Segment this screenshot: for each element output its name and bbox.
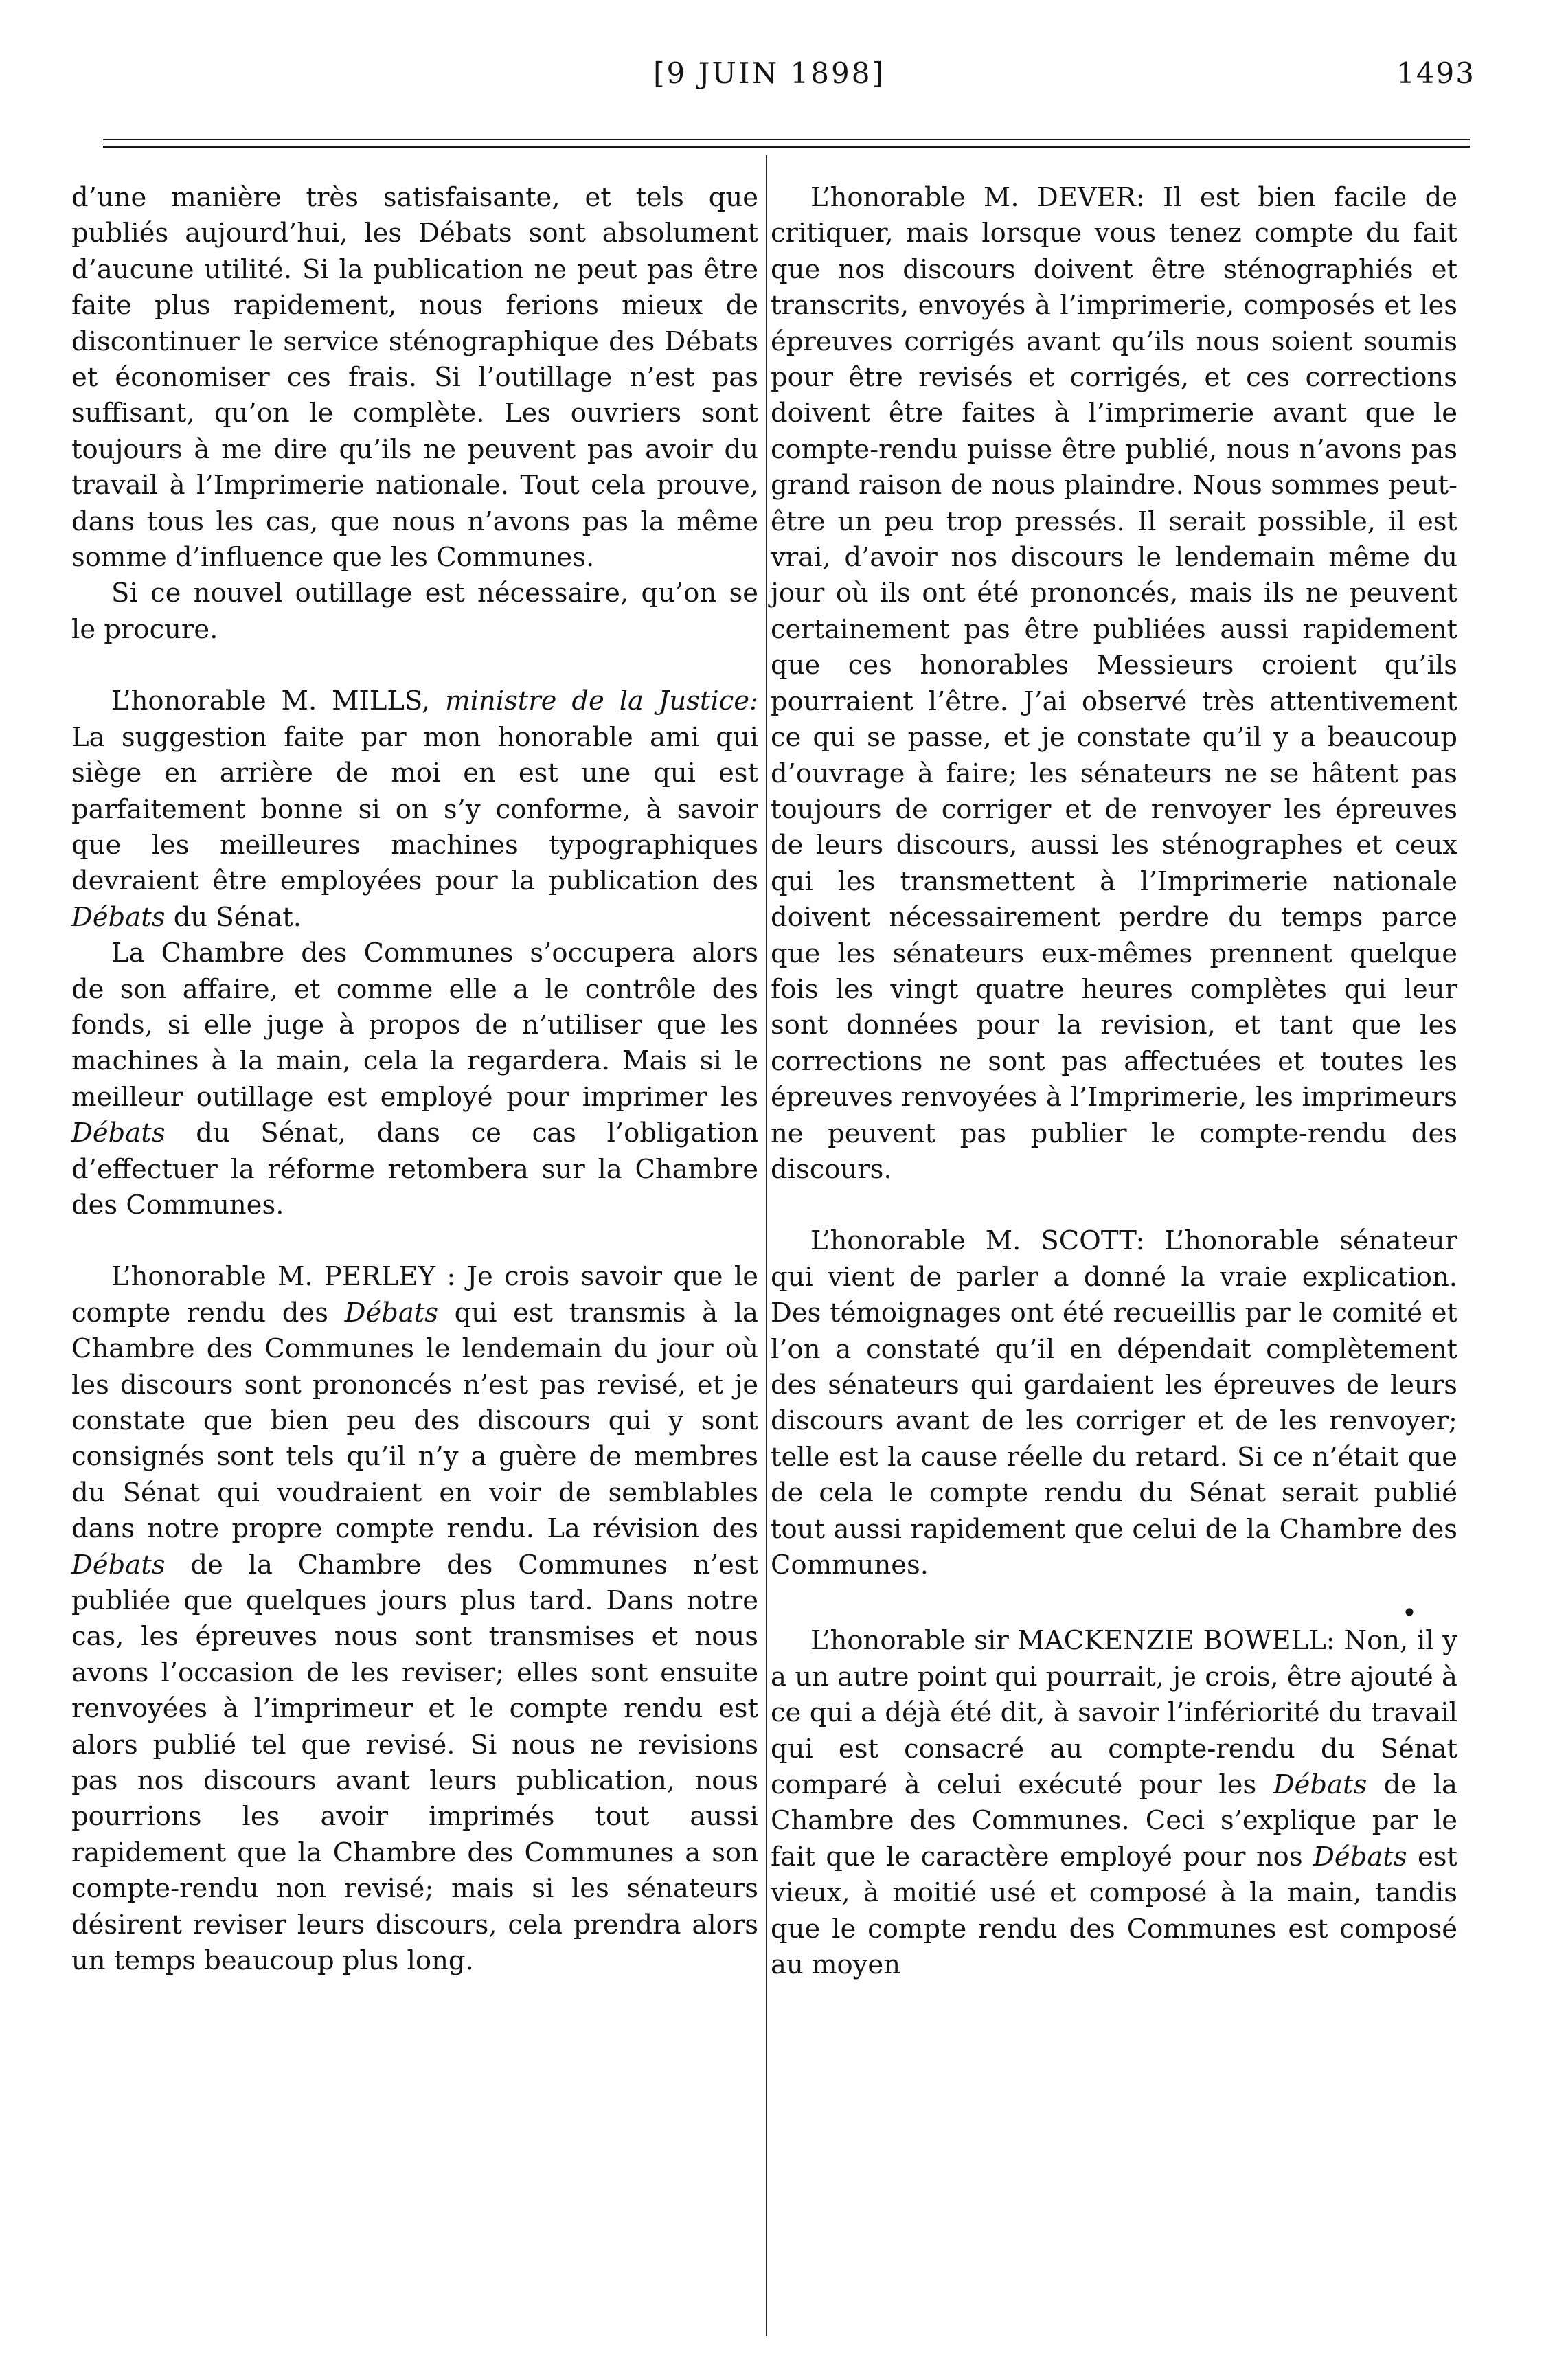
header-rule-top <box>103 139 1470 140</box>
speech-mills: L’honorable M. MILLS, ministre de la Justice: La suggestion faite par mon honorable ami qui siège en arrière de moi en est une qui est parfaitement bonne si on s’y conforme, à savoir que les meilleures machines typographiques devraient être employées pour la publication des Débats du Sénat. <box>71 685 758 933</box>
speaker-mills-title: ministre de la Justice: <box>445 685 758 717</box>
header-rule-bottom <box>103 146 1470 148</box>
speech-perley: L’honorable M. PERLEY : Je crois savoir que le compte rendu des Débats qui est transmis à la Chambre des Communes le lendemain du jour où les discours sont prononcés n’est pas revisé, et je constate que bien peu des discours qui y sont consignés sont tels qu’il n’y a guère de membres du Sénat qui voudraient en voir de semblables dans notre propre compte rendu. La révision des Débats de la Chambre des Communes n’est publiée que quelques jours plus tard. Dans notre cas, les épreuves nous sont transmises et nous avons l’occasion de les reviser; elles sont ensuite renvoyées à l’imprimeur et le compte rendu est alors publié tel que revisé. Si nous ne revisions pas nos discours avant leurs publication, nous pourrions les avoir imprimés tout aussi rapidement que la Chambre des Communes a son compte-rendu non revisé; mais si les sénateurs désirent reviser leurs discours, cela prendra alors un temps beaucoup plus long. <box>71 1261 758 1977</box>
paragraph-chambre: La Chambre des Communes s’occupera alors de son affaire, et comme elle a le contrôle des fonds, si elle juge à propos de n’utiliser que les machines à la main, cela la regardera. Mais si le meilleur outillage est employé pour imprimer les Débats du Sénat, dans ce cas l’obligation d’effectuer la réforme retombera sur la Chambre des Communes. <box>71 938 758 1221</box>
left-column <box>71 180 758 1980</box>
column-divider <box>766 155 767 2336</box>
header-date: [9 JUIN 1898] <box>653 56 885 90</box>
paragraph-procure: Si ce nouvel outillage est nécessaire, qu’on se le procure. <box>71 578 758 645</box>
paragraph-continuation: d’une manière très satisfaisante, et tels que publiés aujourd’hui, les Débats sont absolument d’aucune utilité. Si la publication ne peut pas être faite plus rapidement, nous ferions mieux de discontinuer le service sténographique des Débats et économiser ces frais. Si l’outillage n’est pas suffisant, qu’on le complète. Les ouvriers sont toujours à me dire qu’ils ne peuvent pas avoir du travail à l’Imprimerie nationale. Tout cela prouve, dans tous les cas, que nous n’avons pas la même somme d’influence que les Communes. <box>71 182 758 574</box>
speech-dever: L’honorable M. DEVER: Il est bien facile de critiquer, mais lorsque vous tenez compte du fait que nos discours doivent être sténographiés et transcrits, envoyés à l’imprimerie, composés et les épreuves corrigés avant qu’ils nous soient soumis pour être revisés et corrigés, et ces corrections doivent être faites à l’imprimerie avant que le compte-rendu puisse être publié, nous n’avons pas grand raison de nous plaindre. Nous sommes peut-être un peu trop pressés. Il serait possible, il est vrai, d’avoir nos discours le lendemain même du jour où ils ont été prononcés, mais ils ne peuvent certainement pas être publiées aussi rapidement que ces honorables Messieurs croient qu’ils pourraient l’être. J’ai observé très attentivement ce qui se passe, et je constate qu’il y a beaucoup d’ouvrage à faire; les sénateurs ne se hâtent pas toujours de corriger et de renvoyer les épreuves de leurs discours, aussi les sténographes et ceux qui les transmettent à l’Imprimerie nationale doivent nécessairement perdre du temps parce que les sénateurs eux-mêmes prennent quelque fois les vingt quatre heures complètes qui leur sont données pour la revision, et tant que les corrections ne sont pas affectuées et toutes les épreuves renvoyées à l’Imprimerie, les imprimeurs ne peuvent pas publier le compte-rendu des discours. <box>771 182 1457 1185</box>
speaker-mills: L’honorable M. MILLS, <box>111 685 446 717</box>
speech-bowell: L’honorable sir MACKENZIE BOWELL: Non, il y a un autre point qui pourrait, je crois, être ajouté à ce qui a déjà été dit, à savoir l’infériorité du travail qui est consacré au compte-rendu du Sénat comparé à celui exécuté pour les Débats de la Chambre des Communes. Ceci s’explique par le fait que le caractère employé pour nos Débats est vieux, à moitié usé et composé à la main, tandis que le compte rendu des Communes est composé au moyen <box>771 1625 1457 1981</box>
speech-scott: L’honorable M. SCOTT: L’honorable sénateur qui vient de parler a donné la vraie explication. Des témoignages ont été recueillis par le comité et l’on a constaté qu’il en dépendait complètement des sénateurs qui gardaient les épreuves de leurs discours avant de les corriger et de les renvoyer; telle est la cause réelle du retard. Si ce n’était que de cela le compte rendu du Sénat serait publié tout aussi rapidement que celui de la Chambre des Communes. <box>771 1225 1457 1581</box>
right-column <box>771 180 1457 1984</box>
bullet-mark: • <box>1401 1598 1418 1629</box>
page-number: 1493 <box>1396 56 1475 90</box>
